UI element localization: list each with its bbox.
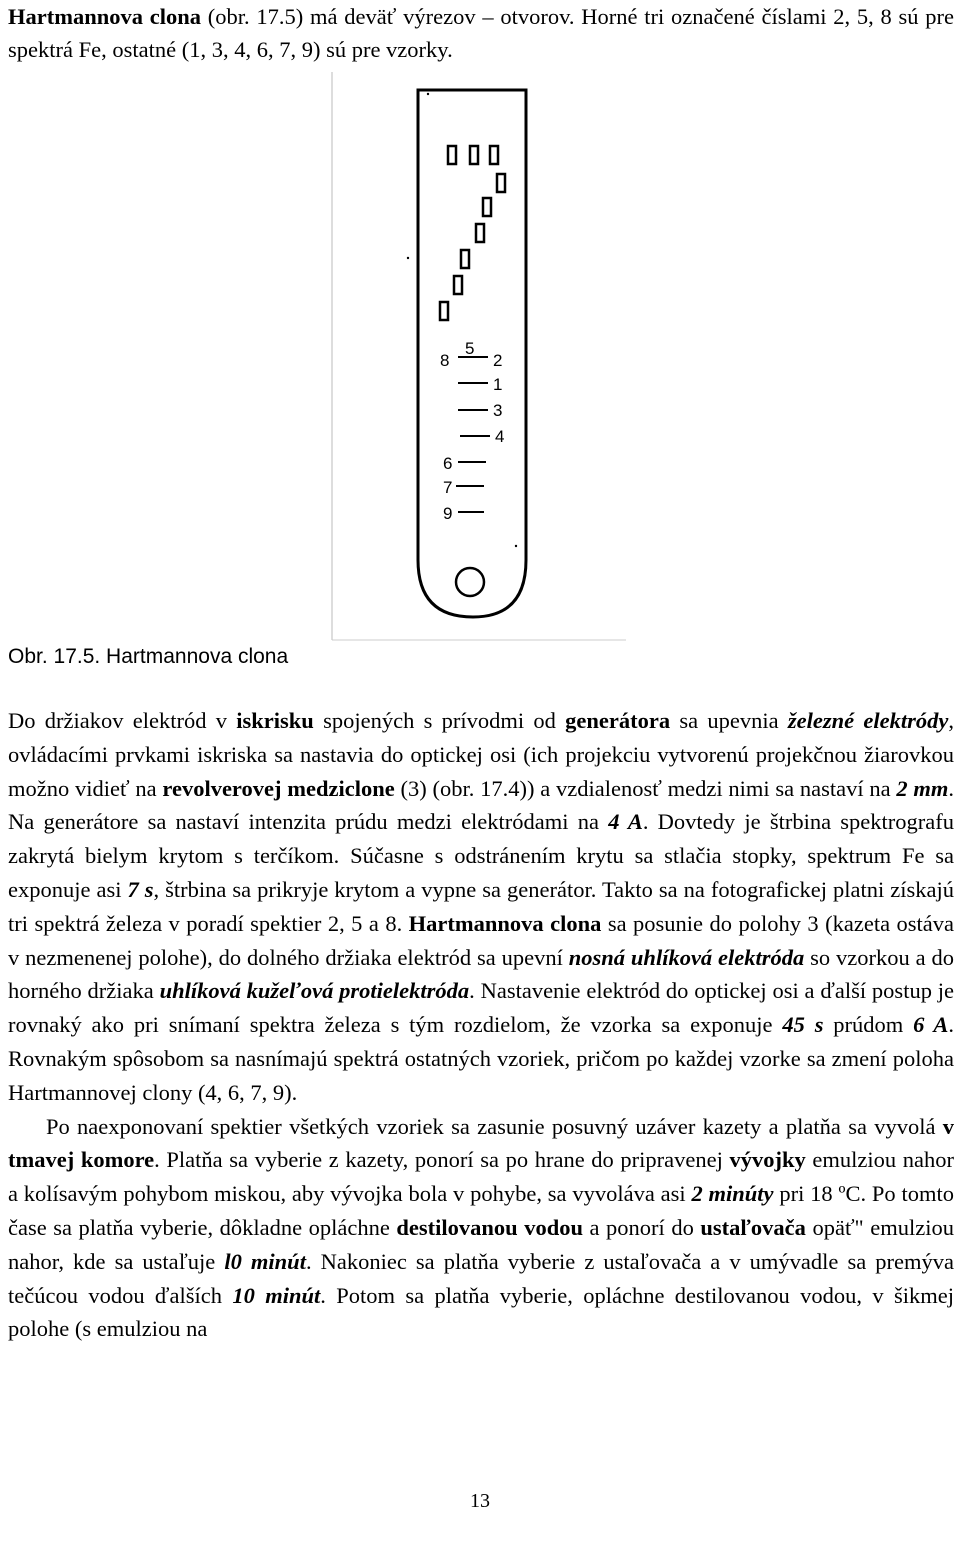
- slot-group: [440, 146, 505, 320]
- scan-speck: [407, 257, 409, 259]
- value: 45 s: [782, 1012, 824, 1038]
- text-run: . Dovtedy je štrbina spektrografu zakrytá bielym krytom s terčíkom. Súčasne s odstránením krytu sa stlačia stopky, spektrum Fe sa exponuje asi: [8, 809, 954, 902]
- label-7: 7: [443, 478, 453, 497]
- intro-paragraph: [8, 0, 954, 66]
- hartmann-diaphragm-figure: [330, 72, 630, 644]
- paragraph-2: [8, 1110, 954, 1347]
- value: 7 s: [127, 876, 154, 902]
- text-run: Po naexponovaní spektier všetkých vzoriek sa zasunie posuvný uzáver kazety a platňa sa vyvolá: [46, 1113, 943, 1139]
- label-6: 6: [443, 454, 453, 473]
- text-run: Do držiakov elektród v: [8, 708, 237, 733]
- label-8: 8: [440, 351, 450, 370]
- text-run: opäť" emulziou nahor, kde sa ustaľuje: [8, 1214, 954, 1274]
- value: l0 minút: [224, 1248, 306, 1274]
- text-run: sa posunie do polohy 3 (kazeta ostáva v nezmenenej polohe), do dolného držiaka elektród sa upevní: [8, 910, 954, 970]
- scan-speck: [515, 545, 517, 547]
- page-number: 13: [470, 1490, 490, 1512]
- text-run: . Rovnakým spôsobom sa nasnímajú spektrá ostatných vzoriek, pričom po každej vzorke sa zmení poloha Hartmannovej clony (4, 6, 7, 9).: [8, 1012, 954, 1105]
- slot-rect: [490, 146, 498, 164]
- term: v tmavej komore: [8, 1113, 954, 1173]
- label-1: 1: [493, 375, 503, 394]
- term: uhlíková kužeľová protielektróda: [159, 978, 470, 1004]
- term: Hartmannova clona: [8, 4, 202, 29]
- slot-rect: [476, 224, 484, 242]
- term: nosná uhlíková elektróda: [568, 944, 805, 970]
- text-run: . Na generátore sa nastaví intenzita prúdu medzi elektródami na: [8, 775, 954, 835]
- scale-labels: [440, 339, 504, 523]
- text-run: (3) (obr. 17.4)) a vzdialenosť medzi nimi sa nastaví na: [394, 775, 897, 801]
- text-run: so vzorkou a do horného držiaka: [8, 944, 954, 1004]
- term: revolverovej medziclone: [162, 775, 395, 801]
- value: 10 minút: [232, 1282, 321, 1308]
- text-run: , štrbina sa prikryje krytom a vypne sa generátor. Takto sa na fotografickej platni získajú tri spektrá železa v poradí spektier 2, 5 a 8.: [8, 876, 954, 936]
- text-run: pri 18 ºC. Po tomto čase sa platňa vyberie, dôkladne opláchne: [8, 1181, 954, 1240]
- slot-rect: [448, 146, 456, 164]
- term: železné elektródy: [787, 708, 949, 733]
- text-run: sa upevnia: [670, 708, 788, 733]
- text-run: . Potom sa platňa vyberie, opláchne destilovanou vodou, v šikmej polohe (s emulziou na: [8, 1282, 954, 1342]
- round-hole: [456, 568, 484, 596]
- text-run: spojených s prívodmi od: [313, 708, 566, 733]
- slot-rect: [497, 174, 505, 192]
- label-3: 3: [493, 401, 503, 420]
- text-run: emulziou nahor a kolísavým pohybom miskou, aby vývojka bola v pohybe, sa vyvoláva asi: [8, 1147, 954, 1207]
- term: ustaľovača: [700, 1214, 806, 1240]
- text-run: prúdom: [823, 1012, 914, 1038]
- figure-caption: Obr. 17.5. Hartmannova clona: [8, 645, 289, 668]
- slot-rect: [461, 250, 469, 268]
- scale-ticks: [456, 357, 490, 512]
- text-run: , ovládacími prvkami iskriska sa nastavia do optickej osi (ich projekciu vytvorenú projekčnou žiarovkou možno vidieť na: [8, 708, 955, 801]
- slot-rect: [454, 276, 462, 294]
- label-4: 4: [495, 427, 505, 446]
- term: Hartmannova clona: [408, 910, 602, 936]
- label-5: 5: [465, 339, 475, 358]
- label-2: 2: [493, 351, 503, 370]
- slot-rect: [483, 198, 491, 216]
- text-run: (obr. 17.5) má deväť výrezov – otvorov. Horné tri označené číslami 2, 5, 8 sú pre spektrá Fe, ostatné (1, 3, 4, 6, 7, 9) sú pre vzorky.: [8, 4, 954, 62]
- term: destilovanou vodou: [396, 1214, 583, 1240]
- slot-rect: [470, 146, 478, 164]
- body-text: [8, 704, 954, 1346]
- term: iskrisku: [236, 708, 314, 733]
- term: vývojky: [729, 1147, 806, 1173]
- paragraph-1: [8, 704, 954, 1110]
- value: 2 mm: [896, 775, 949, 801]
- text-run: . Platňa sa vyberie z kazety, ponorí sa po hrane do pripravenej: [154, 1147, 730, 1173]
- text-run: . Nastavenie elektród do optickej osi a ďalší postup je rovnaký ako pri snímaní spektra železa s tým rozdielom, že vzorka sa exponuje: [8, 978, 954, 1038]
- hartmann-diaphragm-drawing: [330, 72, 630, 644]
- scan-speck: [427, 93, 429, 95]
- term: generátora: [565, 708, 671, 733]
- value: 6 A: [913, 1012, 949, 1038]
- label-9: 9: [443, 504, 453, 523]
- value: 4 A: [608, 809, 643, 835]
- text-run: . Nakoniec sa platňa vyberie z ustaľovača a v umývadle sa premýva tečúcou vodou ďalších: [8, 1248, 954, 1308]
- slot-rect: [440, 302, 448, 320]
- text-run: a ponorí do: [583, 1214, 701, 1240]
- value: 2 minúty: [691, 1181, 774, 1207]
